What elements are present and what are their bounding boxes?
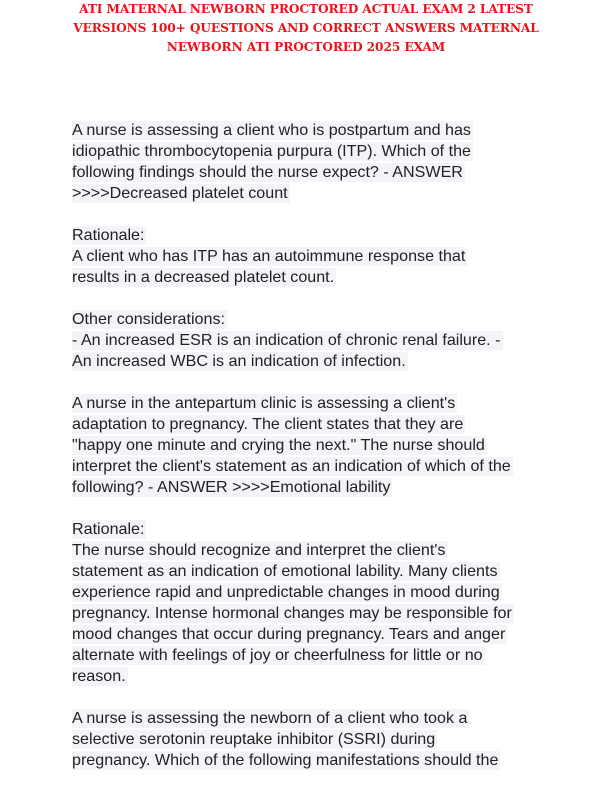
- text-line: >>>>Decreased platelet count: [72, 184, 288, 202]
- text-line: pregnancy. Which of the following manifestations should the: [72, 751, 499, 769]
- question-block-itp: [72, 120, 552, 204]
- text-line: A nurse is assessing a client who is postpartum and has: [72, 121, 471, 139]
- rationale-block-itp: [72, 225, 552, 288]
- rationale-block-emotional-lability: [72, 519, 552, 687]
- question-block-emotional-lability: [72, 393, 552, 498]
- text-line: Rationale:: [72, 520, 145, 538]
- text-line: Other considerations:: [72, 310, 225, 328]
- header-line: VERSIONS 100+ QUESTIONS AND CORRECT ANSWERS MATERNAL: [73, 21, 539, 35]
- text-line: results in a decreased platelet count.: [72, 268, 335, 286]
- text-line: alternate with feelings of joy or cheerfulness for little or no: [72, 646, 483, 664]
- text-line: A nurse is assessing the newborn of a client who took a: [72, 709, 468, 727]
- text-line: pregnancy. Intense hormonal changes may be responsible for: [72, 604, 512, 622]
- text-line: selective serotonin reuptake inhibitor (SSRI) during: [72, 730, 436, 748]
- header-line: ATI MATERNAL NEWBORN PROCTORED ACTUAL EXAM 2 LATEST: [79, 2, 533, 16]
- paragraph-gap: [72, 687, 552, 708]
- text-line: idiopathic thrombocytopenia purpura (ITP). Which of the: [72, 142, 471, 160]
- text-line: Rationale:: [72, 226, 145, 244]
- text-line: statement as an indication of emotional lability. Many clients: [72, 562, 498, 580]
- paragraph-gap: [72, 288, 552, 309]
- text-line: following? - ANSWER >>>>Emotional lability: [72, 478, 391, 496]
- header-line: NEWBORN ATI PROCTORED 2025 EXAM: [166, 40, 446, 54]
- text-line: interpret the client's statement as an indication of which of the: [72, 457, 511, 475]
- text-line: - An increased ESR is an indication of chronic renal failure. -: [72, 331, 501, 349]
- text-line: The nurse should recognize and interpret the client's: [72, 541, 446, 559]
- considerations-block-itp: [72, 309, 552, 372]
- paragraph-gap: [72, 498, 552, 519]
- text-line: reason.: [72, 667, 126, 685]
- document-body: [72, 120, 552, 771]
- text-line: following findings should the nurse expect? - ANSWER: [72, 163, 463, 181]
- text-line: "happy one minute and crying the next." The nurse should: [72, 436, 485, 454]
- text-line: adaptation to pregnancy. The client states that they are: [72, 415, 464, 433]
- text-line: A client who has ITP has an autoimmune response that: [72, 247, 466, 265]
- paragraph-gap: [72, 204, 552, 225]
- paragraph-gap: [72, 372, 552, 393]
- question-block-ssri: [72, 708, 552, 771]
- text-line: mood changes that occur during pregnancy. Tears and anger: [72, 625, 506, 643]
- text-line: A nurse in the antepartum clinic is assessing a client's: [72, 394, 456, 412]
- text-line: An increased WBC is an indication of infection.: [72, 352, 406, 370]
- text-line: experience rapid and unpredictable changes in mood during: [72, 583, 500, 601]
- document-header: [0, 0, 612, 57]
